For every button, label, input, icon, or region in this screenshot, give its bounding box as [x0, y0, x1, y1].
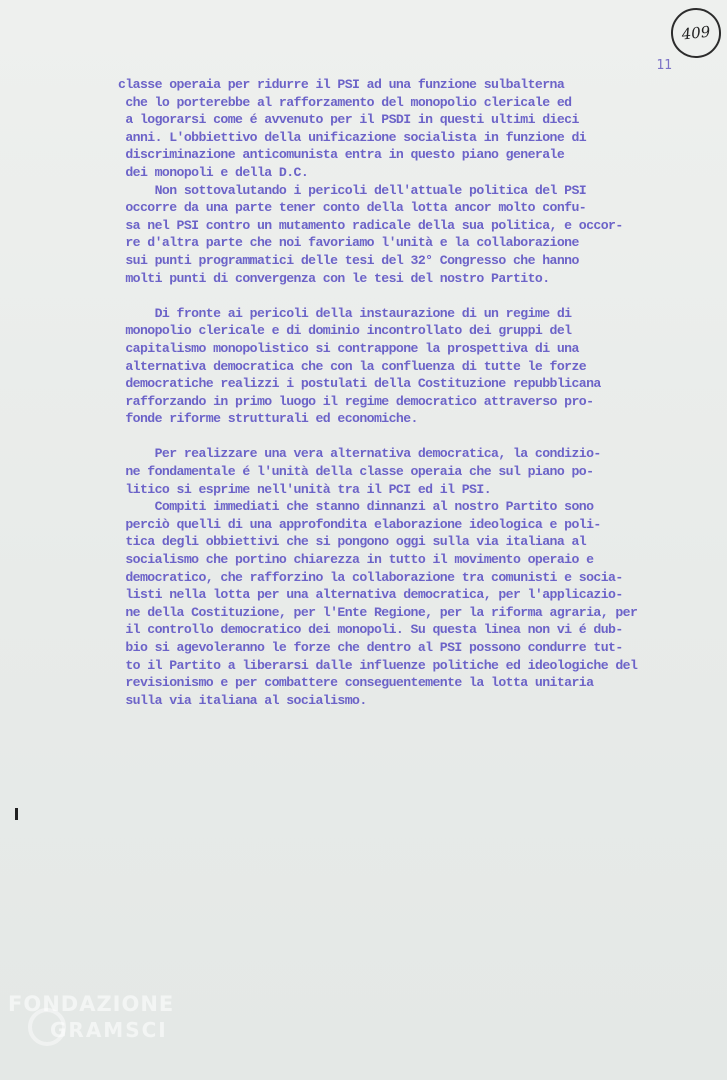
archive-number-stamp: 409	[669, 6, 724, 61]
watermark-line-2: GRAMSCI	[50, 1018, 168, 1042]
page-number: 11	[656, 58, 672, 73]
margin-mark	[15, 808, 18, 820]
watermark-line-1: FONDAZIONE	[8, 992, 175, 1016]
typewritten-body: classe operaia per ridurre il PSI ad una funzione sulbalterna che lo porterebbe al rafforzamento del monopolio clericale ed a logorarsi come é avvenuto per il PSDI in questi ultimi dieci anni. L'obbiettivo della unificazione socialista in funzione di discriminazione anticomunista entra in questo piano generale dei monopoli e della D.C. Non sottovalutando i pericoli dell'attuale politica del PSI occorre da una parte tener conto della lotta ancor molto confu- sa nel PSI contro un mutamento radicale della sua politica, e occor- re d'altra parte che noi favoriamo l'unità e la collaborazione sui punti programmatici delle tesi del 32° Congresso che hanno molti punti di convergenza con le tesi del nostro Partito. Di fronte ai pericoli della instaurazione di un regime di monopolio clericale e di dominio incontrollato dei gruppi del capitalismo monopolistico si contrappone la prospettiva di una alternativa democratica che con la confluenza di tutte le forze democratiche realizzi i postulati della Costituzione repubblicana rafforzando in primo luogo il regime democratico attraverso pro- fonde riforme strutturali ed economiche. Per realizzare una vera alternativa democratica, la condizio- ne fondamentale é l'unità della classe operaia che sul piano po- litico si esprime nell'unità tra il PCI ed il PSI. Compiti immediati che stanno dinnanzi al nostro Partito sono perciò quelli di una approfondita elaborazione ideologica e poli- tica degli obbiettivi che si pongono oggi sulla via italiana al socialismo che portino chiarezza in tutto il movimento operaio e democratico, che rafforzino la collaborazione tra comunisti e socia- listi nella lotta per una alternativa democratica, per l'applicazio- ne della Costituzione, per l'Ente Regione, per la riforma agraria, per il controllo democratico dei monopoli. Su questa linea non vi é dub- bio si agevoleranno le forze che dentro al PSI possono condurre tut- to il Partito a liberarsi dalle influenze politiche ed ideologiche del revisionismo e per combattere conseguentemente la lotta unitaria sulla via italiana al socialismo.	[118, 77, 638, 708]
archive-watermark	[8, 992, 188, 1052]
